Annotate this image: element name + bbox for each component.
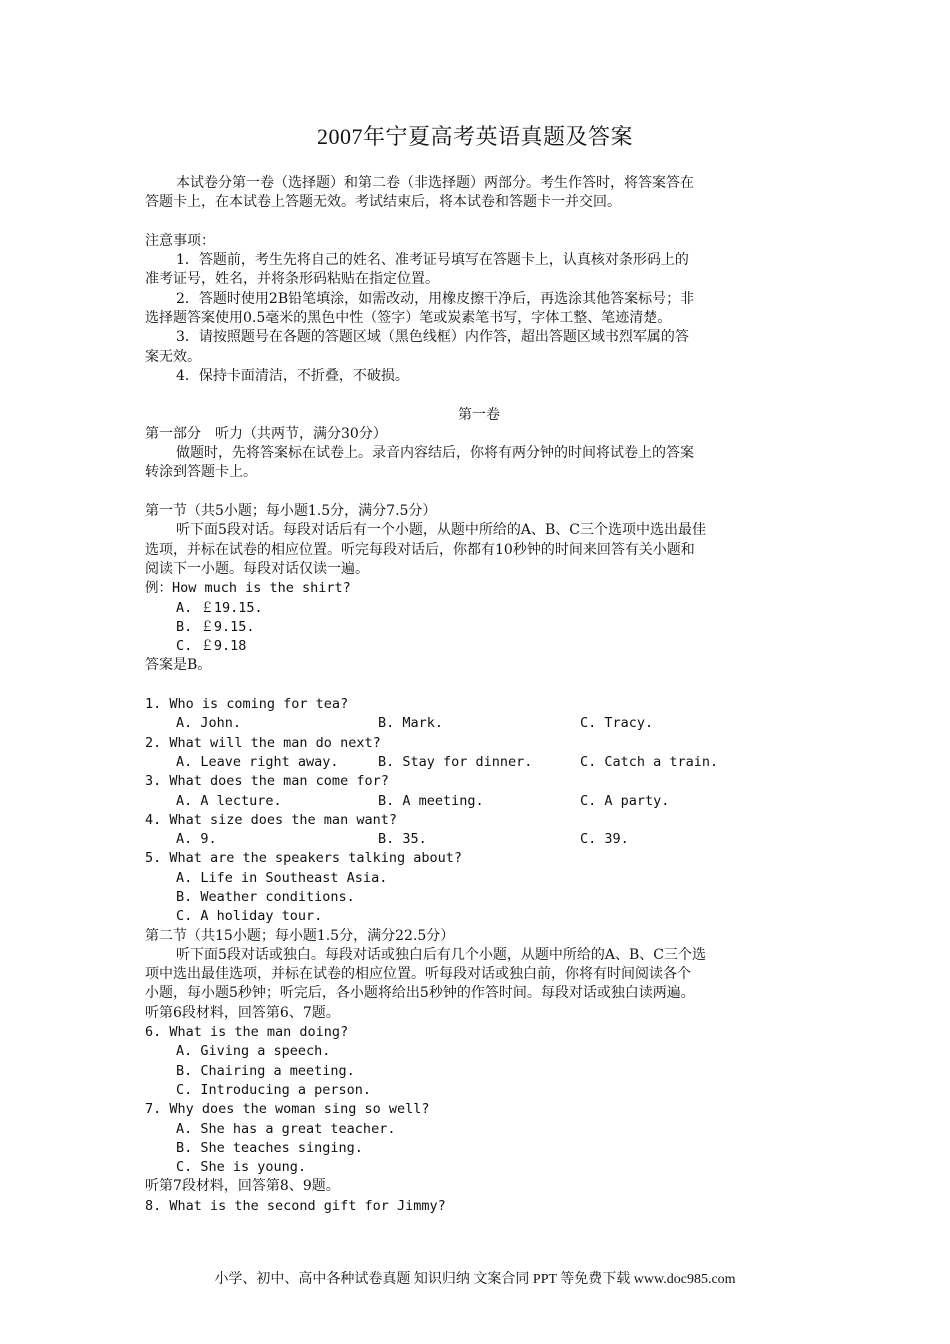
option-b: B. 35. — [378, 831, 427, 848]
notice-item-3: 3．请按照题号在各题的答题区域（黑色线框）内作答，超出答题区域书烈军属的答 — [176, 329, 689, 346]
option-c: C. 39. — [580, 831, 629, 848]
example-question: 例：How much is the shirt? — [145, 580, 351, 597]
example-option: B. ￡9.15. — [176, 618, 255, 635]
question-2: 2. What will the man do next? — [145, 734, 381, 751]
question-3-options — [145, 792, 813, 811]
option-c: C. Tracy. — [580, 715, 654, 732]
section2-desc: 小题，每小题5秒钟；听完后，各小题将给出5秒钟的作答时间。每段对话或独白读两遍。 — [145, 985, 695, 1002]
section1-desc: 阅读下一小题。每段对话仅读一遍。 — [145, 560, 369, 577]
document-body — [145, 174, 813, 1216]
notice-item-1: 1．答题前，考生先将自己的姓名、准考证号填写在答题卡上，认真核对条形码上的 — [176, 252, 689, 269]
volume-heading: 第一卷 — [458, 406, 500, 423]
option-c: C. A holiday tour. — [176, 908, 323, 925]
example-option: C. ￡9.18 — [176, 638, 247, 655]
notice-item-4: 4．保持卡面清洁，不折叠，不破损。 — [176, 367, 409, 384]
option-b: B. Stay for dinner. — [378, 753, 533, 770]
option-a: A. Leave right away. — [176, 753, 339, 770]
option-c: C. Introducing a person. — [176, 1081, 372, 1098]
option-a: A. She has a great teacher. — [176, 1120, 396, 1137]
question-7: 7. Why does the woman sing so well? — [145, 1101, 430, 1118]
option-a: A. Life in Southeast Asia. — [176, 869, 388, 886]
notice-item-2-cont: 选择题答案使用0.5毫米的黑色中性（签字）笔或炭素笔书写，字体工整、笔迹清楚。 — [145, 310, 672, 327]
page-title: 2007年宁夏高考英语真题及答案 — [316, 124, 633, 149]
material-7-instruction: 听第7段材料，回答第8、9题。 — [145, 1178, 340, 1195]
section1-heading: 第一节（共5小题；每小题1.5分，满分7.5分） — [145, 503, 437, 520]
section1-desc: 选项，并标在试卷的相应位置。听完每段对话后，你都有10秒钟的时间来回答有关小题和 — [145, 541, 695, 558]
question-4-options — [145, 830, 813, 849]
option-c: C. Catch a train. — [580, 753, 719, 770]
option-a: A. 9. — [176, 831, 217, 848]
section1-desc: 听下面5段对话。每段对话后有一个小题，从题中所给的A、B、C三个选项中选出最佳 — [176, 522, 707, 539]
option-c: C. A party. — [580, 792, 670, 809]
option-b: B. Mark. — [378, 715, 444, 732]
option-c: C. She is young. — [176, 1159, 307, 1176]
question-4: 4. What size does the man want? — [145, 811, 397, 828]
question-1: 1. Who is coming for tea? — [145, 696, 349, 713]
example-option: A. ￡19.15. — [176, 599, 263, 616]
option-b: B. She teaches singing. — [176, 1139, 363, 1156]
intro-line: 本试卷分第一卷（选择题）和第二卷（非选择题）两部分。考生作答时，将答案答在 — [176, 175, 694, 191]
option-a: A. A lecture. — [176, 792, 282, 809]
material-6-instruction: 听第6段材料，回答第6、7题。 — [145, 1004, 340, 1021]
part1-desc: 做题时，先将答案标在试卷上。录音内容结后，你将有两分钟的时间将试卷上的答案 — [176, 445, 694, 462]
section2-desc: 听下面5段对话或独白。每段对话或独白后有几个小题，从题中所给的A、B、C三个选 — [176, 946, 707, 963]
question-3: 3. What does the man come for? — [145, 773, 389, 790]
option-b: B. Chairing a meeting. — [176, 1062, 355, 1079]
question-2-options — [145, 753, 813, 772]
page-footer: 小学、初中、高中各种试卷真题 知识归纳 文案合同 PPT 等免费下载 www.doc985.com — [214, 1272, 736, 1287]
option-b: B. A meeting. — [378, 792, 484, 809]
part1-desc: 转涂到答题卡上。 — [145, 464, 257, 481]
notice-item-2: 2．答题时使用2B铅笔填涂，如需改动，用橡皮擦干净后，再选涂其他答案标号；非 — [176, 290, 695, 307]
question-6: 6. What is the man doing? — [145, 1024, 349, 1041]
notice-heading: 注意事项： — [145, 232, 215, 249]
question-5: 5. What are the speakers talking about? — [145, 850, 462, 867]
question-8: 8. What is the second gift for Jimmy? — [145, 1197, 446, 1214]
section2-desc: 项中选出最佳选项，并标在试卷的相应位置。听每段对话或独白前，你将有时间阅读各个 — [145, 966, 691, 983]
part1-heading: 第一部分 听力（共两节，满分30分） — [145, 425, 387, 442]
notice-item-3-cont: 案无效。 — [145, 348, 201, 365]
intro-line: 答题卡上，在本试卷上答题无效。考试结束后，将本试卷和答题卡一并交回。 — [145, 194, 621, 211]
notice-item-1-cont: 准考证号，姓名，并将条形码粘贴在指定位置。 — [145, 271, 439, 288]
section2-heading: 第二节（共15小题；每小题1.5分，满分22.5分） — [145, 927, 455, 944]
question-1-options — [145, 714, 813, 733]
option-b: B. Weather conditions. — [176, 888, 355, 905]
example-answer: 答案是B。 — [145, 657, 212, 674]
option-a: A. John. — [176, 715, 242, 732]
option-a: A. Giving a speech. — [176, 1043, 331, 1060]
